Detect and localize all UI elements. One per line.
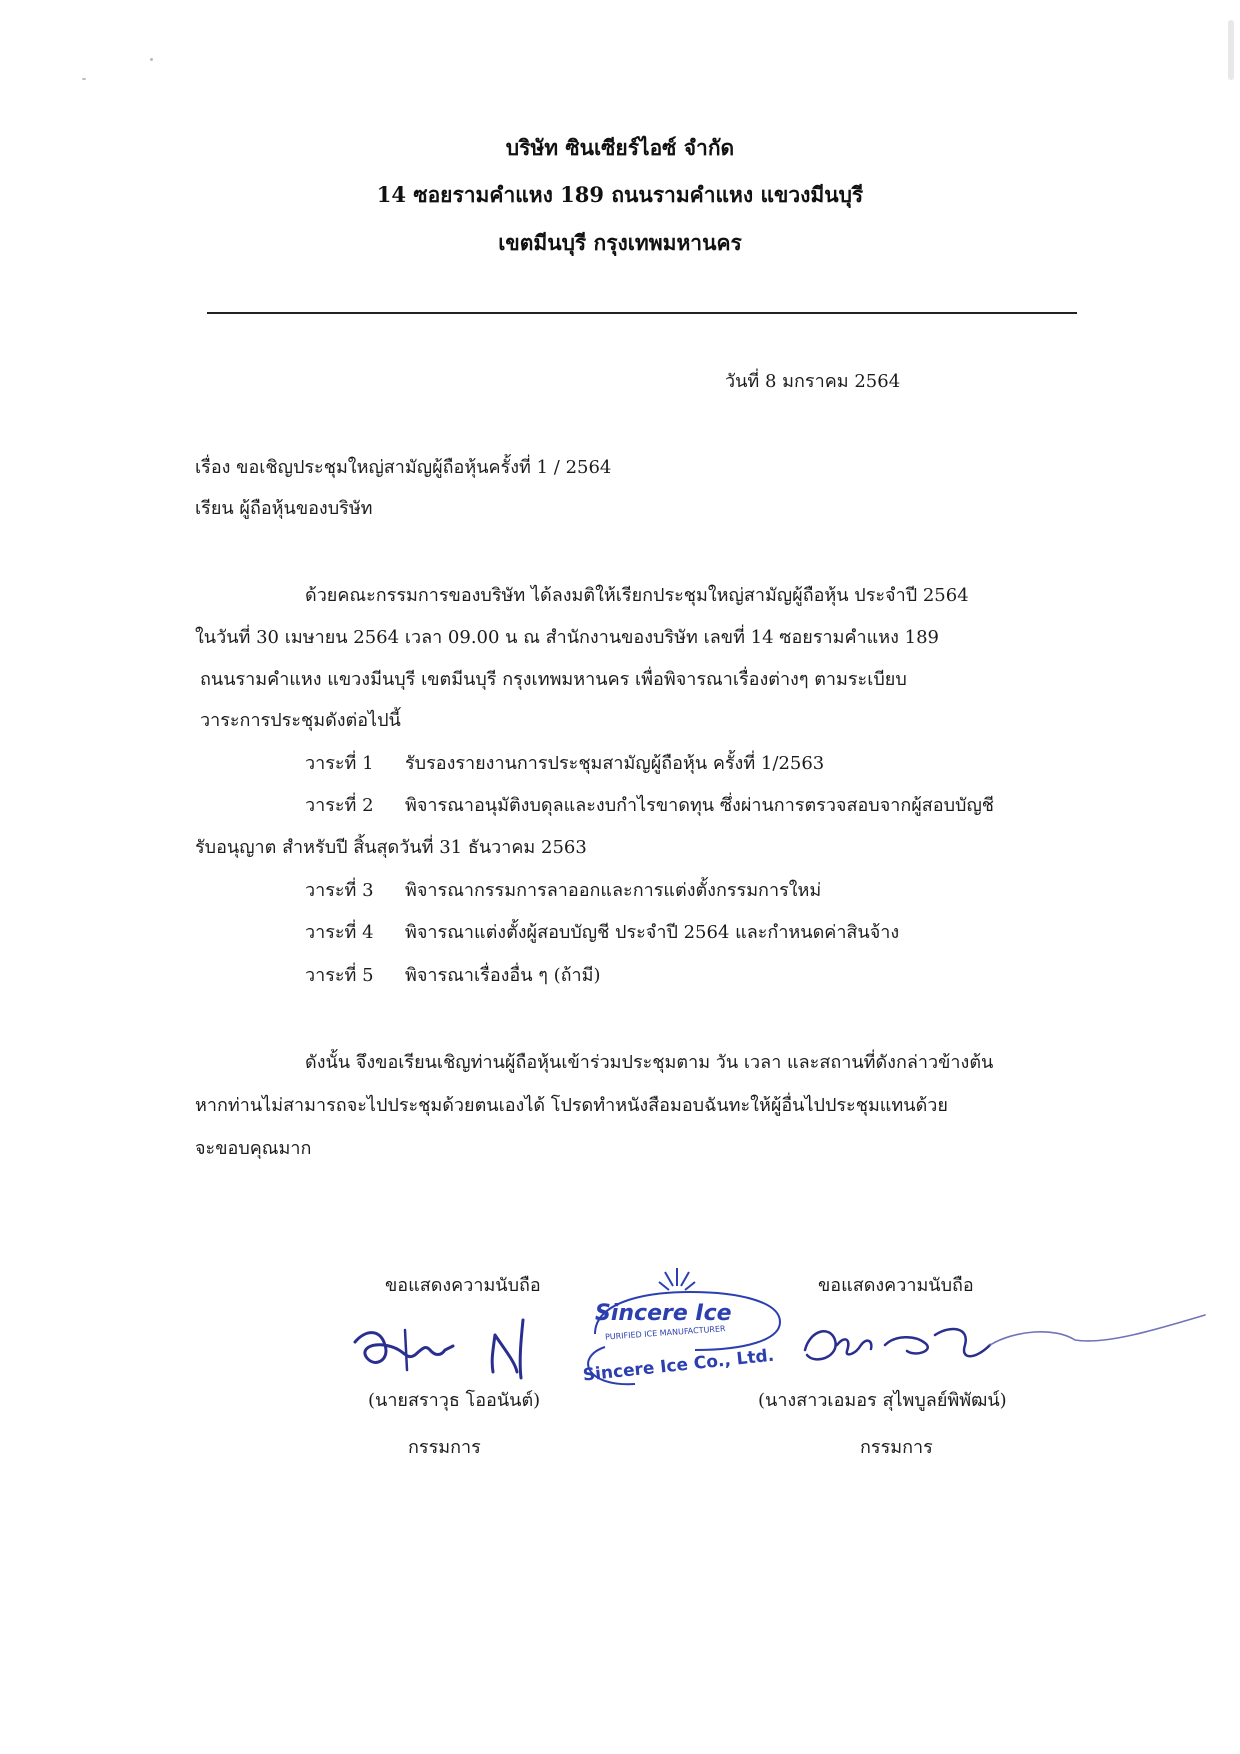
signatory-name-right: (นางสาวเอมอร สุไพบูลย์พิพัฒน์) [758, 1390, 1007, 1411]
letter-recipient: เรียน ผู้ถือหุ้นของบริษัท [195, 498, 373, 519]
header-divider [207, 312, 1077, 314]
letter-date: วันที่ 8 มกราคม 2564 [725, 371, 901, 392]
agenda-text: พิจารณาแต่งตั้งผู้สอบบัญชี ประจำปี 2564 และกำหนดค่าสินจ้าง [405, 922, 900, 943]
regards-left: ขอแสดงความนับถือ [385, 1275, 541, 1296]
company-address-line-1: 14 ซอยรามคำแหง 189 ถนนรามคำแหง แขวงมีนบุรี [376, 182, 864, 207]
agenda-text: รับรองรายงานการประชุมสามัญผู้ถือหุ้น ครั้งที่ 1/2563 [405, 753, 825, 774]
intro-line: ถนนรามคำแหง แขวงมีนบุรี เขตมีนบุรี กรุงเทพมหานคร เพื่อพิจารณาเรื่องต่างๆ ตามระเบียบ [200, 669, 907, 690]
agenda-text: พิจารณาอนุมัติงบดุลและงบกำไรขาดทุน ซึ่งผ่านการตรวจสอบจากผู้สอบบัญชี [405, 795, 995, 816]
intro-line: ด้วยคณะกรรมการของบริษัท ได้ลงมติให้เรียกประชุมใหญ่สามัญผู้ถือหุ้น ประจำปี 2564 [305, 585, 969, 606]
signatory-title-right: กรรมการ [860, 1437, 933, 1458]
agenda-text: พิจารณากรรมการลาออกและการแต่งตั้งกรรมการใหม่ [405, 880, 822, 901]
signatory-title-left: กรรมการ [408, 1437, 481, 1458]
company-name: บริษัท ซินเซียร์ไอซ์ จำกัด [505, 135, 735, 160]
closing-line: จะขอบคุณมาก [195, 1138, 312, 1159]
stamp-tagline: PURIFIED ICE MANUFACTURER [604, 1324, 726, 1342]
agenda-text: พิจารณาเรื่องอื่น ๆ (ถ้ามี) [405, 965, 601, 986]
scan-speck [150, 58, 153, 61]
signatory-name-left: (นายสราวุธ โออนันต์) [368, 1390, 541, 1411]
agenda-text-continued: รับอนุญาต สำหรับปี สิ้นสุดวันที่ 31 ธันวาคม 2563 [195, 837, 587, 858]
company-address-line-2: เขตมีนบุรี กรุงเทพมหานคร [498, 230, 742, 255]
company-stamp [565, 1262, 805, 1402]
stamp-brand: Sincere Ice [595, 1301, 732, 1326]
stamp-company: Sincere Ice Co., Ltd. [581, 1345, 776, 1386]
regards-right: ขอแสดงความนับถือ [818, 1275, 974, 1296]
closing-line: ดังนั้น จึงขอเรียนเชิญท่านผู้ถือหุ้นเข้าร่วมประชุมตาม วัน เวลา และสถานที่ดังกล่าวข้างต้น [305, 1052, 994, 1073]
agenda-label: วาระที่ 1 [305, 753, 374, 774]
scan-speck [1228, 20, 1234, 80]
scan-speck [82, 78, 86, 80]
agenda-label: วาระที่ 5 [305, 965, 374, 986]
agenda-label: วาระที่ 4 [305, 922, 374, 943]
signature-right [775, 1305, 1210, 1385]
intro-line: ในวันที่ 30 เมษายน 2564 เวลา 09.00 น ณ สำนักงานของบริษัท เลขที่ 14 ซอยรามคำแหง 189 [195, 627, 939, 648]
closing-line: หากท่านไม่สามารถจะไปประชุมด้วยตนเองได้ โปรดทำหนังสือมอบฉันทะให้ผู้อื่นไปประชุมแทนด้วย [195, 1095, 948, 1116]
intro-line: วาระการประชุมดังต่อไปนี้ [200, 710, 401, 731]
letter-subject: เรื่อง ขอเชิญประชุมใหญ่สามัญผู้ถือหุ้นครั้งที่ 1 / 2564 [195, 457, 612, 478]
agenda-label: วาระที่ 2 [305, 795, 374, 816]
agenda-label: วาระที่ 3 [305, 880, 374, 901]
